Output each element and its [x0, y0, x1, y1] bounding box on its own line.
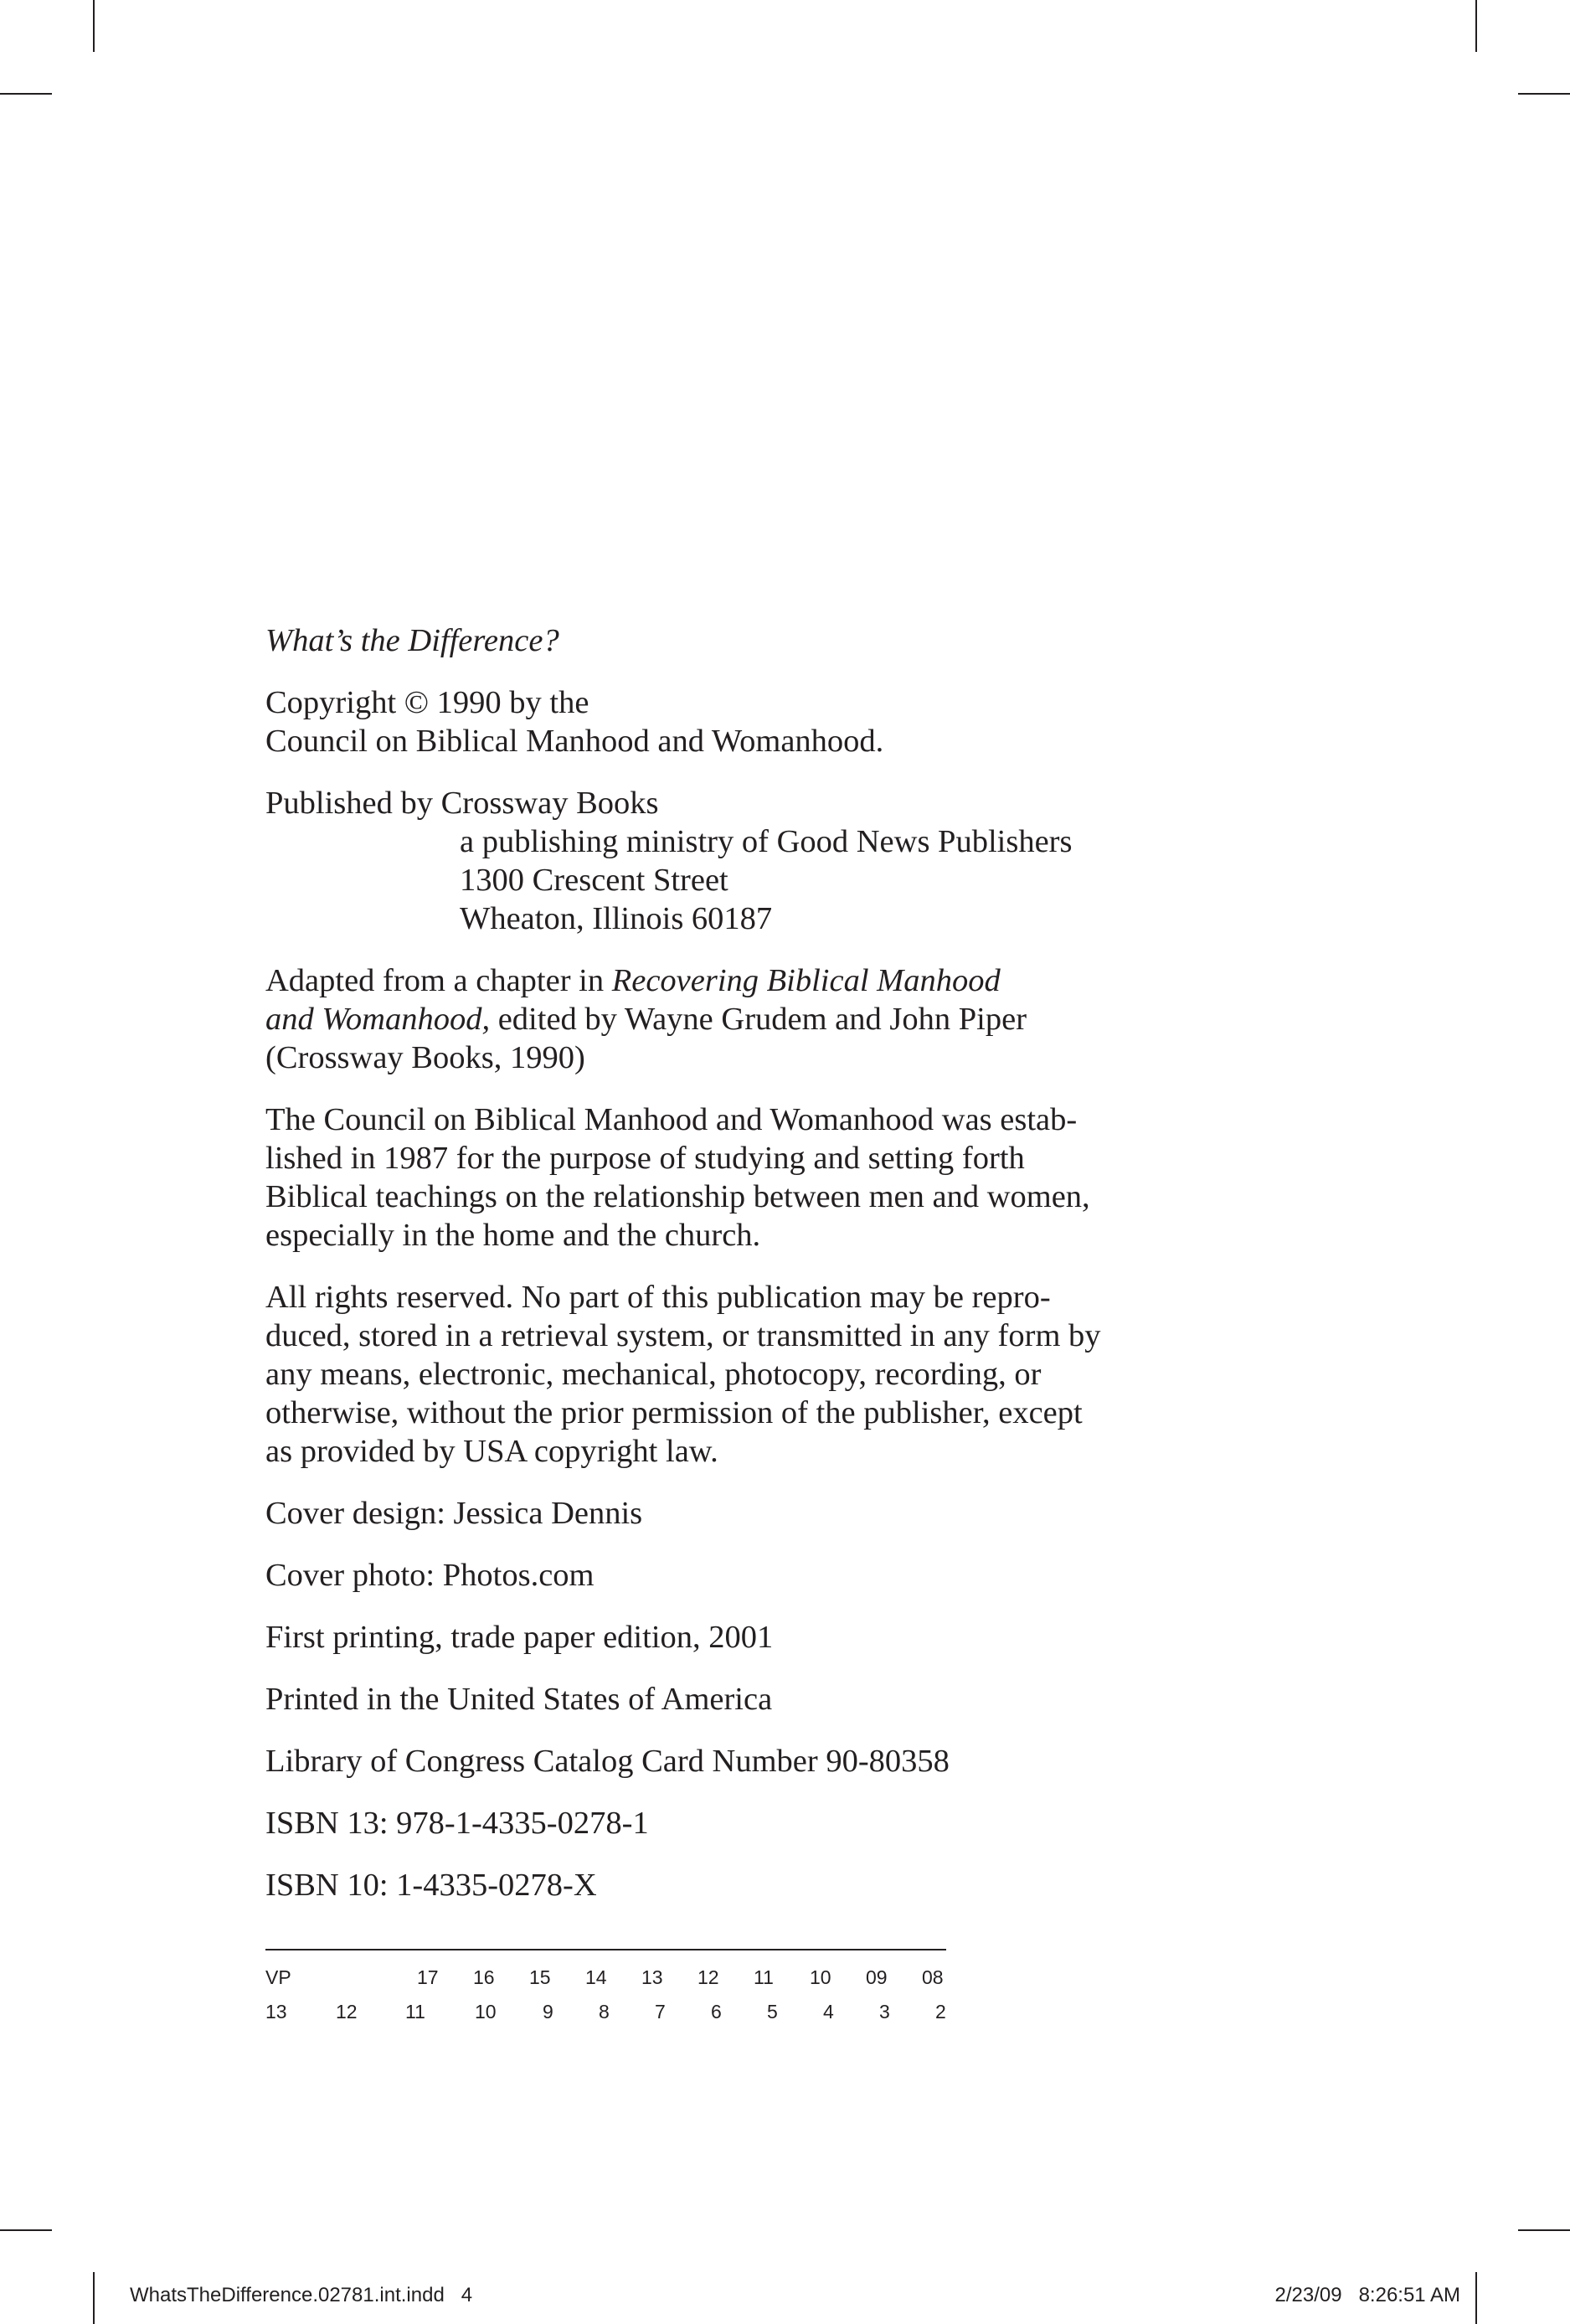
crop-mark [1475, 0, 1477, 52]
rights-line: otherwise, without the prior permission of the publisher, except [265, 1395, 1083, 1430]
crop-mark [1518, 2229, 1570, 2231]
council-line: especially in the home and the church. [265, 1218, 761, 1253]
printer-number: 08 [922, 1966, 944, 1988]
council-line: lished in 1987 for the purpose of studying and setting forth [265, 1141, 1025, 1176]
printer-code: VP [265, 1966, 291, 1988]
crop-mark [0, 2229, 52, 2231]
printing-edition: First printing, trade paper edition, 2001 [265, 1620, 774, 1655]
council-line: Biblical teachings on the relationship between men and women, [265, 1179, 1090, 1214]
rights-line: as provided by USA copyright law. [265, 1434, 718, 1469]
loc-number: Library of Congress Catalog Card Number 90-80358 [265, 1744, 950, 1779]
adapted-line: (Crossway Books, 1990) [265, 1040, 585, 1075]
rights-line: duced, stored in a retrieval system, or transmitted in any form by [265, 1318, 1101, 1353]
printer-number: 16 [473, 1966, 495, 1988]
printer-number: 3 [879, 2001, 890, 2023]
slug-filename: WhatsTheDifference.02781.int.indd 4 [130, 2284, 473, 2306]
printer-number: 12 [336, 2001, 358, 2023]
printer-number: 15 [529, 1966, 551, 1988]
isbn-10: ISBN 10: 1-4335-0278-X [265, 1868, 597, 1903]
printer-number: 7 [655, 2001, 666, 2023]
cover-photo: Cover photo: Photos.com [265, 1558, 595, 1593]
printer-number: 13 [641, 1966, 663, 1988]
printer-number: 6 [711, 2001, 722, 2023]
publisher-line: Wheaton, Illinois 60187 [460, 901, 773, 936]
copyright-line: Council on Biblical Manhood and Womanhood. [265, 724, 884, 759]
printer-number: 13 [265, 2001, 287, 2023]
printer-number: 10 [475, 2001, 497, 2023]
crop-mark [93, 2272, 95, 2324]
printer-number: 8 [599, 2001, 610, 2023]
printer-number: 17 [417, 1966, 439, 1988]
publisher-line: 1300 Crescent Street [460, 863, 728, 898]
publisher-line: a publishing ministry of Good News Publishers [460, 824, 1073, 859]
divider-rule [265, 1949, 946, 1950]
printer-line-row-1 [265, 1966, 946, 1993]
rights-line: All rights reserved. No part of this publication may be repro- [265, 1280, 1051, 1315]
adapted-line: Adapted from a chapter in Recovering Biblical Manhood [265, 963, 1001, 998]
adapted-block [265, 961, 1228, 1077]
council-block [265, 1100, 1228, 1255]
rights-line: any means, electronic, mechanical, photocopy, recording, or [265, 1357, 1042, 1392]
printer-number: 9 [543, 2001, 553, 2023]
copyright-block [265, 683, 1228, 760]
printer-line-row-2 [265, 2001, 946, 2028]
book-title: What’s the Difference? [265, 623, 559, 658]
source-book-title: and Womanhood, [265, 1002, 491, 1037]
printer-number: 09 [866, 1966, 888, 1988]
council-line: The Council on Biblical Manhood and Womanhood was estab- [265, 1102, 1078, 1137]
publisher-line: Published by Crossway Books [265, 786, 659, 821]
publisher-block [265, 784, 1228, 938]
printed-in: Printed in the United States of America [265, 1682, 773, 1717]
isbn-13: ISBN 13: 978-1-4335-0278-1 [265, 1806, 649, 1841]
printer-number: 2 [935, 2001, 946, 2023]
printer-number: 12 [697, 1966, 719, 1988]
printer-number: 5 [767, 2001, 778, 2023]
copyright-line: Copyright © 1990 by the [265, 685, 589, 720]
crop-mark [1518, 93, 1570, 95]
source-book-title: Recovering Biblical Manhood [611, 963, 1001, 998]
cover-design: Cover design: Jessica Dennis [265, 1496, 643, 1531]
crop-mark [0, 93, 52, 95]
crop-mark [1475, 2272, 1477, 2324]
copyright-page-text [265, 621, 1228, 1928]
rights-block [265, 1278, 1228, 1471]
printer-number: 14 [585, 1966, 607, 1988]
printer-number: 4 [823, 2001, 834, 2023]
printer-number: 10 [810, 1966, 831, 1988]
crop-mark [93, 0, 95, 52]
printer-number: 11 [754, 1966, 774, 1988]
slug-timestamp: 2/23/09 8:26:51 AM [1274, 2284, 1460, 2306]
adapted-line: and Womanhood, edited by Wayne Grudem and John Piper [265, 1002, 1027, 1037]
printer-number: 11 [405, 2001, 425, 2023]
